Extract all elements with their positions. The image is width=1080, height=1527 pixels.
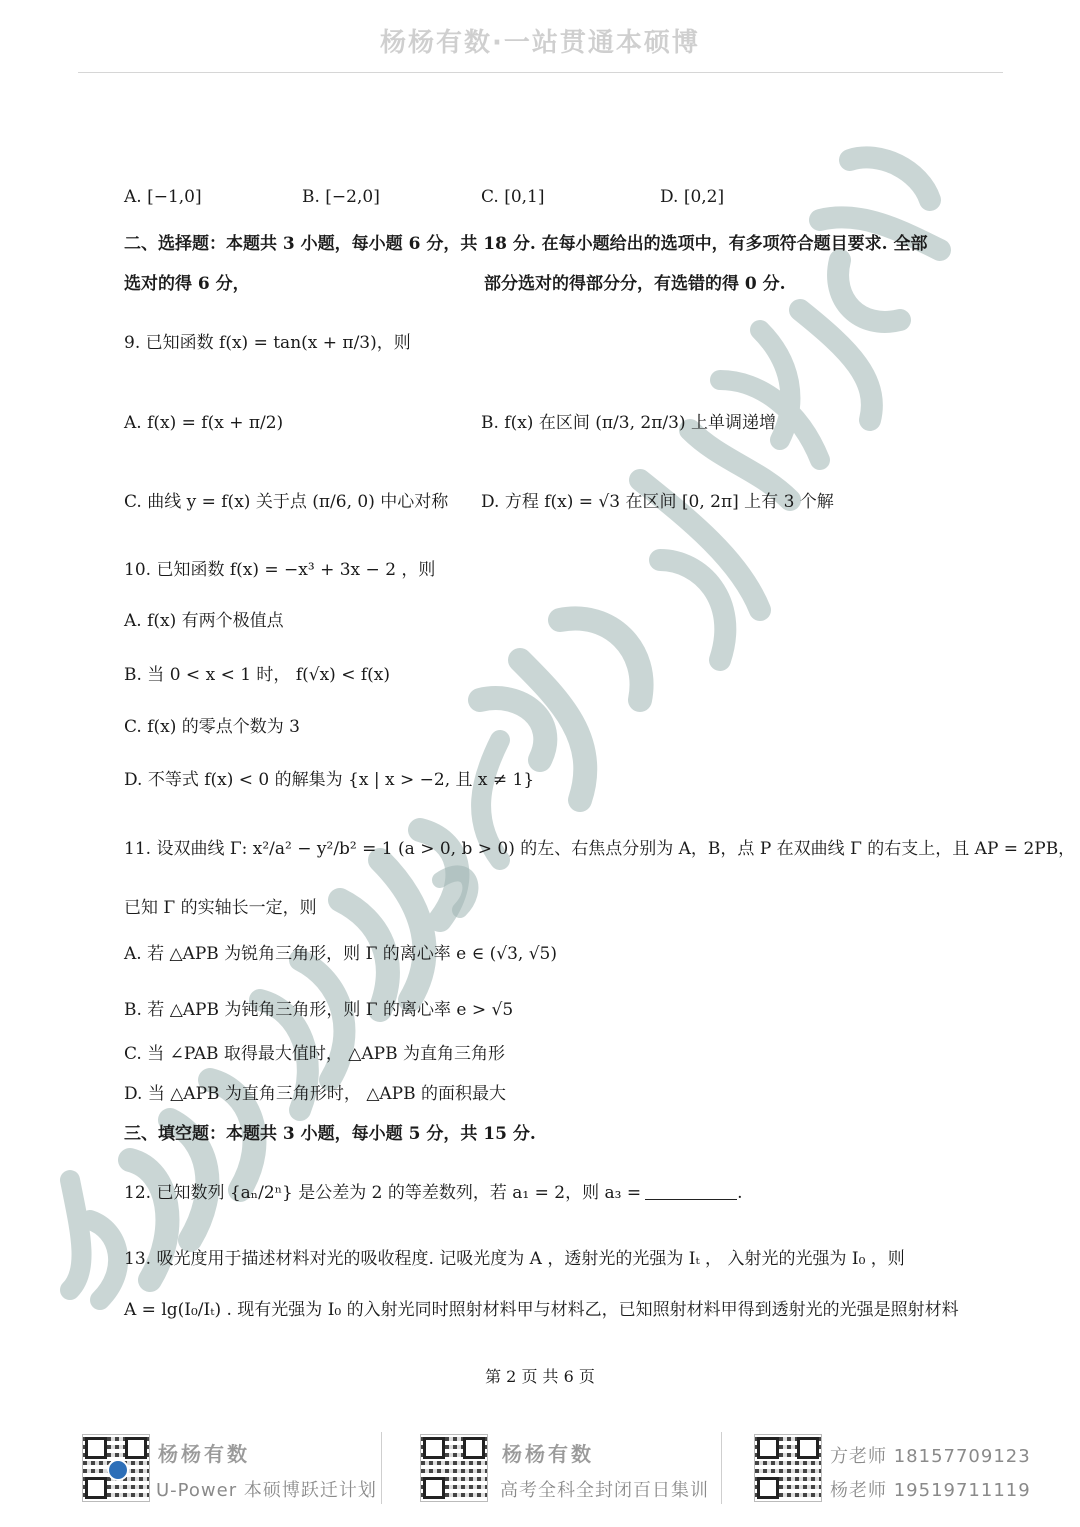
- q10-option-c: C. f(x) 的零点个数为 3: [124, 717, 300, 737]
- q12-end: .: [737, 1183, 743, 1203]
- q9-option-c: C. 曲线 y = f(x) 关于点 (π/6, 0) 中心对称: [124, 492, 449, 512]
- page-number: 第 2 页 共 6 页: [485, 1367, 595, 1386]
- q12-stem: 12. 已知数列 {aₙ/2ⁿ} 是公差为 2 的等差数列，若 a₁ = 2，则 a₃ =: [124, 1183, 642, 1203]
- q11-option-d: D. 当 △APB 为直角三角形时， △APB 的面积最大: [124, 1084, 507, 1104]
- q8-option-c: C. [0,1]: [481, 187, 545, 207]
- section3-title: 三、填空题：本题共 3 小题，每小题 5 分，共 15 分.: [124, 1124, 536, 1144]
- footer-contact-1: 方老师 18157709123: [830, 1446, 1031, 1467]
- q9-option-a: A. f(x) = f(x + π/2): [124, 413, 284, 433]
- brand-logo-icon: [107, 1459, 129, 1481]
- q10-stem: 10. 已知函数 f(x) = −x³ + 3x − 2 ，则: [124, 560, 436, 580]
- footer-brand-1: 杨杨有数: [158, 1442, 250, 1466]
- section2-instructions-line2a: 选对的得 6 分，: [124, 274, 250, 294]
- qr-code-icon: [754, 1434, 822, 1502]
- q8-option-b: B. [−2,0]: [302, 187, 380, 207]
- page-header-title: 杨杨有数·一站贯通本硕博: [380, 28, 700, 58]
- q12-line: [124, 1182, 743, 1204]
- footer-text-1: U-Power 本硕博跃迁计划: [156, 1480, 377, 1501]
- q11-stem-line2: 已知 Γ 的实轴长一定，则: [124, 898, 317, 918]
- footer-brand-2: 杨杨有数: [502, 1442, 594, 1466]
- q9-option-d: D. 方程 f(x) = √3 在区间 [0, 2π] 上有 3 个解: [481, 492, 834, 512]
- footer-contact-2: 杨老师 19519711119: [830, 1480, 1031, 1501]
- section2-instructions-line2b: 部分选对的得部分分，有选错的得 0 分.: [484, 274, 786, 294]
- q12-answer-blank: [645, 1183, 737, 1200]
- qr-code-icon: [82, 1434, 150, 1502]
- footer-banner: [0, 1430, 1080, 1510]
- footer-divider: [721, 1432, 722, 1504]
- q11-option-b: B. 若 △APB 为钝角三角形，则 Γ 的离心率 e > √5: [124, 1000, 514, 1020]
- q10-option-d: D. 不等式 f(x) < 0 的解集为 {x | x > −2, 且 x ≠ 1}: [124, 770, 535, 790]
- q8-option-a: A. [−1,0]: [124, 187, 202, 207]
- q11-option-c: C. 当 ∠PAB 取得最大值时， △APB 为直角三角形: [124, 1044, 505, 1064]
- q10-option-a: A. f(x) 有两个极值点: [124, 611, 284, 631]
- q10-option-b: B. 当 0 < x < 1 时， f(√x) < f(x): [124, 665, 391, 685]
- q13-line1: 13. 吸光度用于描述材料对光的吸收程度. 记吸光度为 A ，透射光的光强为 Iₜ ， 入射光的光强为 I₀ ，则: [124, 1249, 905, 1269]
- section2-instructions-line1: 二、选择题：本题共 3 小题，每小题 6 分，共 18 分. 在每小题给出的选项中，有多项符合题目要求. 全部: [124, 234, 928, 254]
- q13-line2: A = lg(I₀/Iₜ) . 现有光强为 I₀ 的入射光同时照射材料甲与材料乙，已知照射材料甲得到透射光的光强是照射材料: [124, 1300, 959, 1320]
- q9-stem: 9. 已知函数 f(x) = tan(x + π/3)，则: [124, 333, 411, 353]
- footer-divider: [381, 1432, 382, 1504]
- footer-text-2: 高考全科全封闭百日集训: [500, 1480, 709, 1501]
- q9-option-b: B. f(x) 在区间 (π/3, 2π/3) 上单调递增: [481, 413, 776, 433]
- q11-stem-line1: 11. 设双曲线 Γ: x²/a² − y²/b² = 1 (a > 0, b > 0) 的左、右焦点分别为 A，B，点 P 在双曲线 Γ 的右支上，且 AP = 2PB，: [124, 839, 1076, 859]
- qr-code-icon: [420, 1434, 488, 1502]
- q11-option-a: A. 若 △APB 为锐角三角形，则 Γ 的离心率 e ∈ (√3, √5): [124, 944, 558, 964]
- q8-option-d: D. [0,2]: [660, 187, 725, 207]
- header-divider: [78, 72, 1003, 73]
